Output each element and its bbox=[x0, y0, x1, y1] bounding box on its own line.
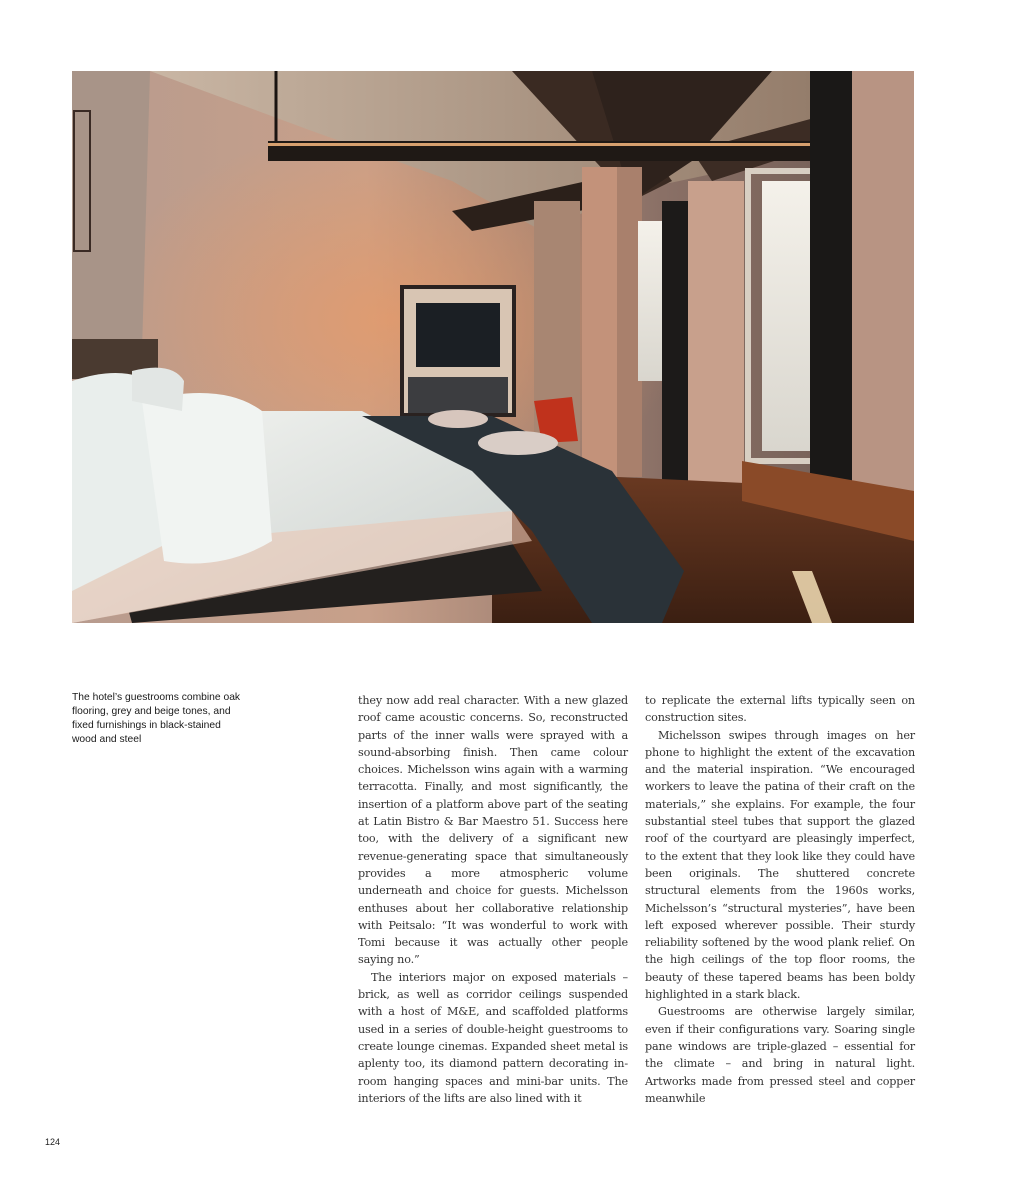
photo-caption bbox=[72, 691, 242, 747]
body-column-1 bbox=[358, 692, 628, 1107]
body-paragraph: Guestrooms are otherwise largely similar, even if their configurations vary. Soaring single pane windows are triple-glazed – essential for the climate – and bring in natural light. Artworks made from pressed steel and copper meanwhile bbox=[645, 1005, 915, 1105]
body-paragraph: to replicate the external lifts typically seen on construction sites. bbox=[645, 694, 915, 725]
body-paragraph: Michelsson swipes through images on her phone to highlight the extent of the excavation and the material inspiration. “We encouraged workers to leave the patina of their craft on the materials,” she explains. For example, the four substantial steel tubes that support the glazed roof of the courtyard are pleasingly imperfect, to the extent that they look like they could have been originals. The shuttered concrete structural elements from the 1960s works, Michelsson’s “structural mysteries”, have been left exposed wherever possible. Their sturdy reliability softened by the wood plank relief. On the high ceilings of the top floor rooms, the beauty of these tapered beams has been boldy highlighted in a stark black. bbox=[645, 728, 915, 1002]
body-paragraph: they now add real character. With a new glazed roof came acoustic concerns. So, reconstructed parts of the inner walls were sprayed with a sound-absorbing finish. Then came colour choices. Michelsson wins again with a warming terracotta. Finally, and most significantly, the insertion of a platform above part of the seating at Latin Bistro & Bar Maestro 51. Success here too, with the delivery of a significant new revenue-generating space that simultaneously provides a more atmospheric volume underneath and choice for guests. Michelsson enthuses about her collaborative relationship with Peitsalo: “It was wonderful to work with Tomi because it was actually other people saying no.” bbox=[358, 694, 628, 967]
page-number: 124 bbox=[45, 1137, 61, 1147]
guestroom-illustration bbox=[72, 71, 914, 623]
caption-text: The hotel’s guestrooms combine oak flooring, grey and beige tones, and fixed furnishings in black-stained wood and steel bbox=[72, 692, 241, 745]
body-column-2 bbox=[645, 692, 915, 1107]
guestroom-photo bbox=[72, 71, 914, 623]
body-paragraph: The interiors major on exposed materials – brick, as well as corridor ceilings suspended with a host of M&E, and scaffolded platforms used in a series of double-height guestrooms to create lounge cinemas. Expanded sheet metal is aplenty too, its diamond pattern decorating in-room hanging spaces and mini-bar units. The interiors of the lifts are also lined with it bbox=[358, 970, 628, 1105]
